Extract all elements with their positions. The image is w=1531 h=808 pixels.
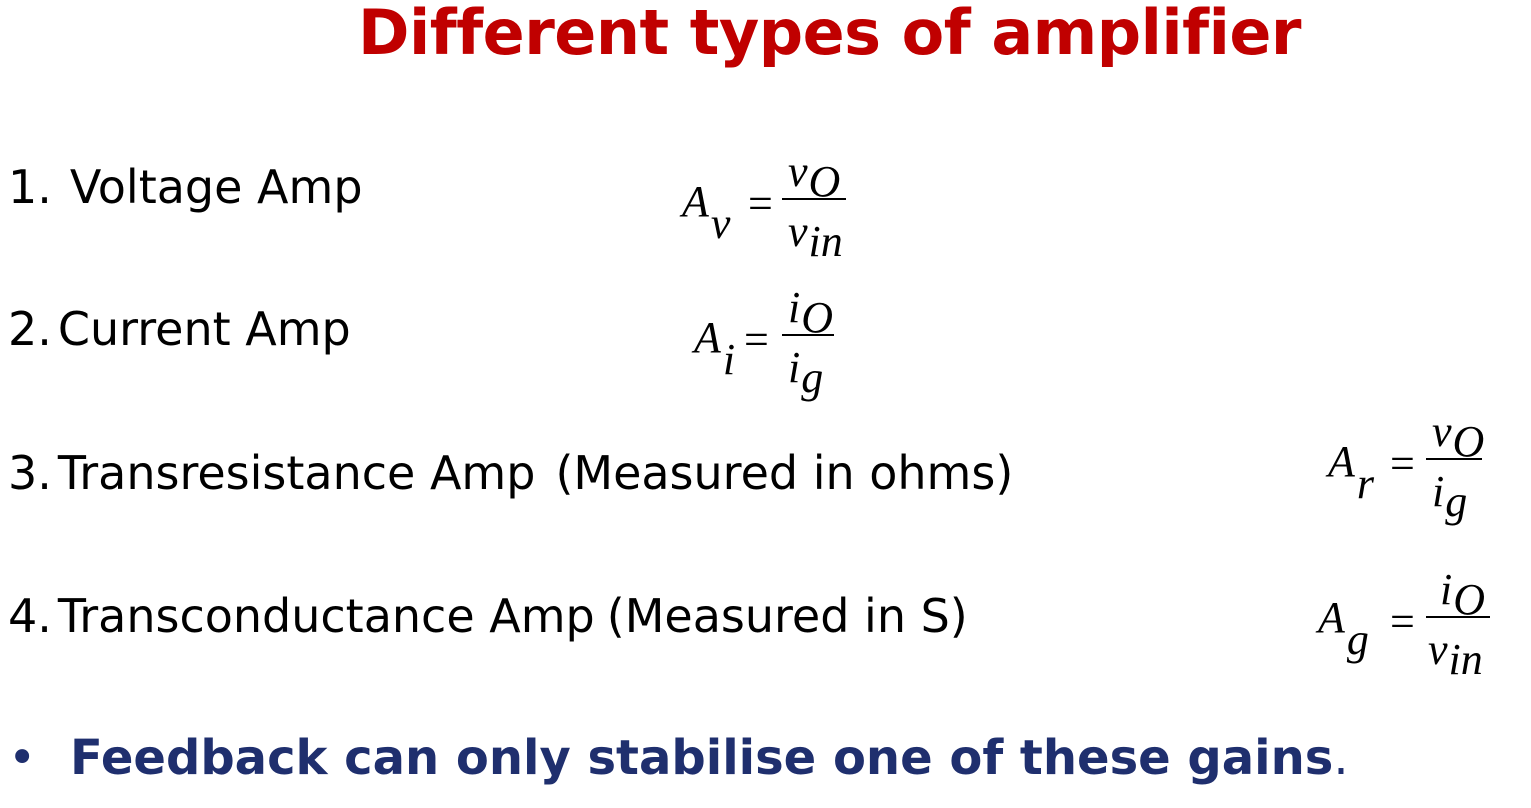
item-note: (Measured in S)	[606, 589, 968, 643]
formula-transconductance-gain	[1318, 565, 1494, 688]
formula-equals: =	[748, 179, 773, 228]
item-label: Voltage Amp	[69, 160, 363, 214]
item-number: 3.	[8, 446, 52, 500]
item-label: Transresistance Amp	[57, 446, 536, 500]
formula-lhs: Ar	[1328, 437, 1375, 508]
fraction-bar	[1426, 458, 1482, 460]
formula-equals: =	[1390, 439, 1415, 488]
bullet-text: Feedback can only stabilise one of these gains	[70, 730, 1334, 786]
formula-denominator: ig	[1432, 467, 1468, 526]
item-label: Transconductance Amp	[57, 589, 595, 643]
list-item-current-amp	[8, 302, 351, 356]
formula-equals: =	[744, 315, 769, 364]
item-number: 2.	[8, 302, 52, 356]
fraction-bar	[1426, 616, 1490, 618]
item-number: 1.	[8, 160, 52, 214]
formula-numerator: iO	[1440, 565, 1486, 624]
list-item-transresistance-amp	[8, 446, 1013, 500]
list-item-transconductance-amp	[8, 589, 968, 643]
slide-title: Different types of amplifier	[358, 0, 1302, 69]
fraction-bar	[782, 198, 846, 200]
bullet-point	[8, 730, 1349, 786]
formula-numerator: vO	[1432, 407, 1485, 466]
formula-lhs: Ai	[694, 313, 736, 384]
item-label: Current Amp	[57, 302, 351, 356]
bullet-period: .	[1333, 730, 1349, 786]
formula-lhs: Av	[682, 177, 731, 248]
fraction-bar	[782, 334, 834, 336]
formula-current-gain	[694, 283, 844, 406]
formula-denominator: ig	[788, 343, 824, 402]
formula-denominator: vin	[788, 207, 843, 266]
formula-denominator: vin	[1428, 625, 1483, 684]
item-number: 4.	[8, 589, 52, 643]
formula-numerator: vO	[788, 147, 841, 206]
list-item-voltage-amp	[8, 160, 363, 214]
bullet-icon: •	[8, 730, 37, 786]
formula-voltage-gain	[682, 147, 852, 270]
formula-transresistance-gain	[1328, 407, 1488, 530]
formula-equals: =	[1390, 597, 1415, 646]
item-note: (Measured in ohms)	[555, 446, 1014, 500]
formula-numerator: iO	[788, 283, 834, 342]
formula-lhs: Ag	[1318, 593, 1369, 664]
